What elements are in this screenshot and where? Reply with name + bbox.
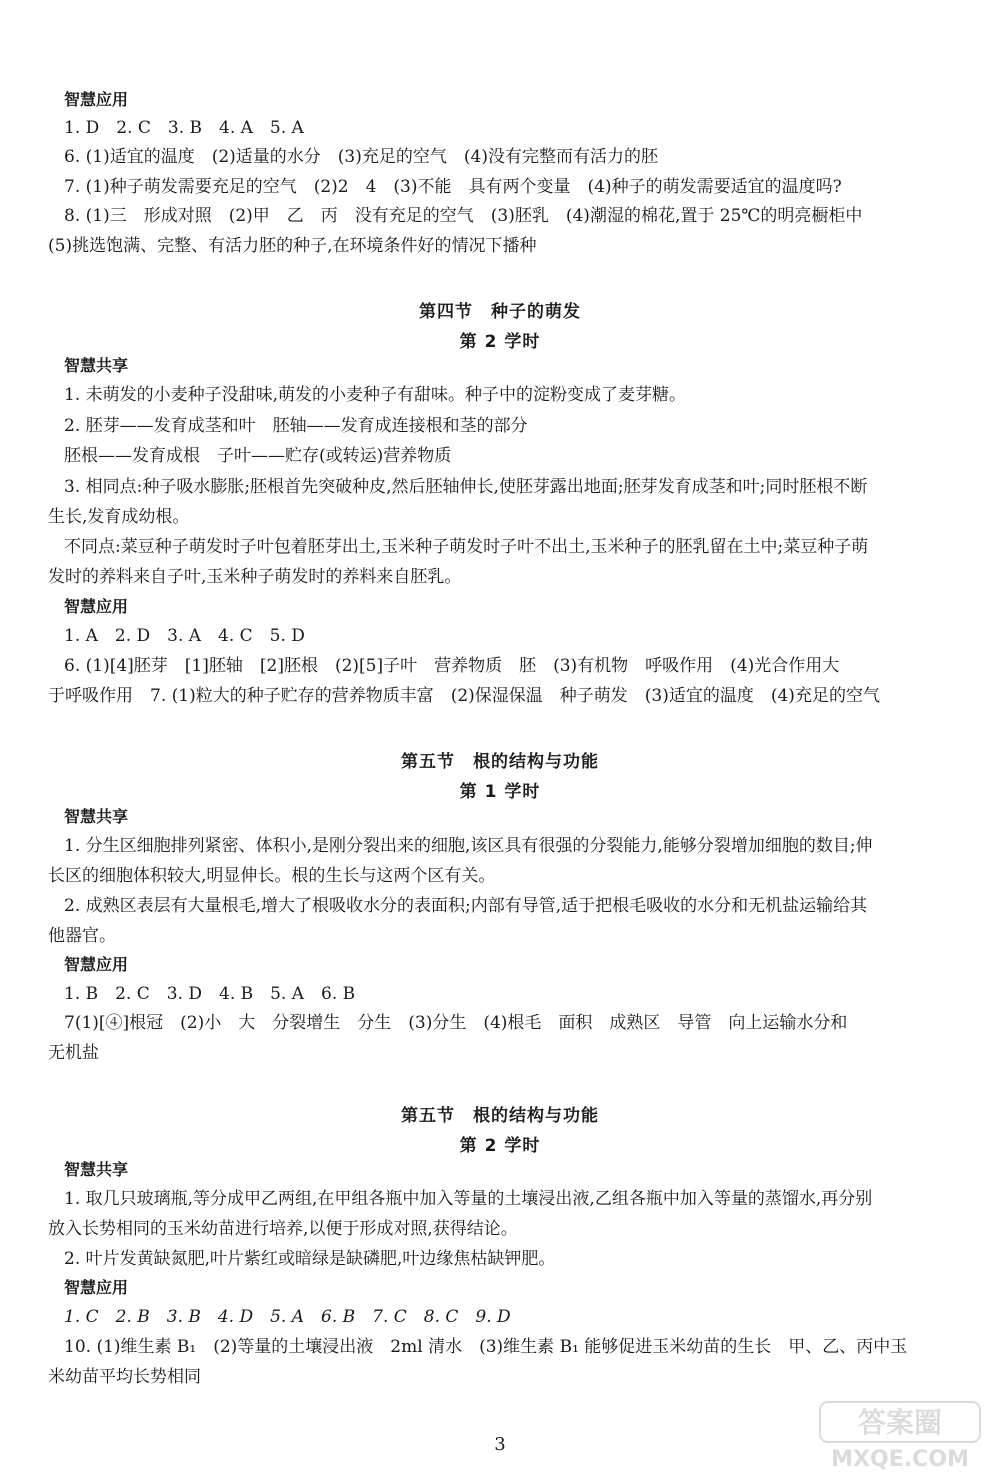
answer-line: 1. 未萌发的小麦种子没甜味,萌发的小麦种子有甜味。种子中的淀粉变成了麦芽糖。 [64, 385, 687, 405]
answer-line: 于呼吸作用 7. (1)粒大的种子贮存的营养物质丰富 (2)保湿保温 种子萌发 (3)适宜的温度 (4)充足的空气 [48, 686, 880, 706]
answer-line: 1. 分生区细胞排列紧密、体积小,是刚分裂出来的细胞,该区具有很强的分裂能力,能够分裂增加细胞的数目;伸 [64, 836, 873, 856]
answer-line: 1. C 2. B 3. B 4. D 5. A 6. B 7. C 8. C 9. D [64, 1307, 511, 1327]
answer-line: 2. 叶片发黄缺氮肥,叶片紫红或暗绿是缺磷肥,叶边缘焦枯缺钾肥。 [64, 1249, 556, 1269]
section-title: 第五节 根的结构与功能 [401, 1106, 599, 1126]
answer-line: 7(1)[④]根冠 (2)小 大 分裂增生 分生 (3)分生 (4)根毛 面积 成熟区 导管 向上运输水分和 [64, 1013, 848, 1033]
answer-line: 1. 取几只玻璃瓶,等分成甲乙两组,在甲组各瓶中加入等量的土壤浸出液,乙组各瓶中加入等量的蒸馏水,再分别 [64, 1189, 873, 1209]
section-label: 智慧应用 [64, 597, 129, 616]
section-subtitle: 第 2 学时 [459, 332, 541, 352]
section-title: 第五节 根的结构与功能 [401, 752, 599, 772]
section-subtitle: 第 1 学时 [459, 782, 541, 802]
section-label: 智慧应用 [64, 1278, 129, 1297]
answer-line: 2. 成熟区表层有大量根毛,增大了根吸收水分的表面积;内部有导管,适于把根毛吸收的水分和无机盐运输给其 [64, 896, 868, 916]
section-label: 智慧共享 [64, 807, 129, 826]
answer-line: 2. 胚芽——发育成茎和叶 胚轴——发育成连接根和茎的部分 [64, 416, 528, 436]
page-number: 3 [494, 1434, 506, 1455]
watermark-logo [816, 1400, 986, 1472]
section-label: 智慧应用 [64, 955, 129, 974]
answer-line: 无机盐 [48, 1043, 99, 1063]
section-label: 智慧共享 [64, 356, 129, 375]
answer-line: 6. (1)[4]胚芽 [1]胚轴 [2]胚根 (2)[5]子叶 营养物质 胚 (3)有机物 呼吸作用 (4)光合作用大 [64, 656, 840, 676]
answer-line: 6. (1)适宜的温度 (2)适量的水分 (3)充足的空气 (4)没有完整而有活力的胚 [64, 147, 658, 167]
answer-line: 1. D 2. C 3. B 4. A 5. A [64, 118, 304, 138]
watermark-text: 答案圈 [857, 1406, 943, 1439]
answer-line: 3. 相同点:种子吸水膨胀;胚根首先突破种皮,然后胚轴伸长,使胚芽露出地面;胚芽发育成茎和叶;同时胚根不断 [64, 477, 868, 497]
answer-line: 他器官。 [48, 926, 116, 946]
watermark-url: MXQE.COM [831, 1447, 969, 1472]
answer-line: 不同点:菜豆种子萌发时子叶包着胚芽出土,玉米种子萌发时子叶不出土,玉米种子的胚乳留在土中;菜豆种子萌 [64, 537, 869, 557]
answer-line: 生长,发育成幼根。 [48, 507, 190, 527]
answer-line: 发时的养料来自子叶,玉米种子萌发时的养料来自胚乳。 [48, 567, 462, 587]
answer-line: 1. A 2. D 3. A 4. C 5. D [64, 626, 305, 646]
answer-line: 8. (1)三 形成对照 (2)甲 乙 丙 没有充足的空气 (3)胚乳 (4)潮湿的棉花,置于 25℃的明亮橱柜中 [64, 206, 863, 226]
answer-line: 长区的细胞体积较大,明显伸长。根的生长与这两个区有关。 [48, 866, 496, 886]
section-label: 智慧应用 [64, 90, 129, 109]
answer-line: 胚根——发育成根 子叶——贮存(或转运)营养物质 [64, 446, 452, 466]
answer-line: 放入长势相同的玉米幼苗进行培养,以便于形成对照,获得结论。 [48, 1219, 518, 1239]
section-label: 智慧共享 [64, 1160, 129, 1179]
answer-line: (5)挑选饱满、完整、有活力胚的种子,在环境条件好的情况下播种 [48, 236, 537, 256]
section-subtitle: 第 2 学时 [459, 1136, 541, 1156]
answer-line: 米幼苗平均长势相同 [48, 1367, 201, 1387]
watermark-icon [816, 1400, 986, 1472]
answer-line: 10. (1)维生素 B₁ (2)等量的土壤浸出液 2ml 清水 (3)维生素 B₁ 能够促进玉米幼苗的生长 甲、乙、丙中玉 [64, 1337, 908, 1357]
section-title: 第四节 种子的萌发 [419, 302, 581, 322]
answer-line: 1. B 2. C 3. D 4. B 5. A 6. B [64, 984, 356, 1004]
answer-line: 7. (1)种子萌发需要充足的空气 (2)2 4 (3)不能 具有两个变量 (4)种子的萌发需要适宜的温度吗? [64, 177, 842, 197]
